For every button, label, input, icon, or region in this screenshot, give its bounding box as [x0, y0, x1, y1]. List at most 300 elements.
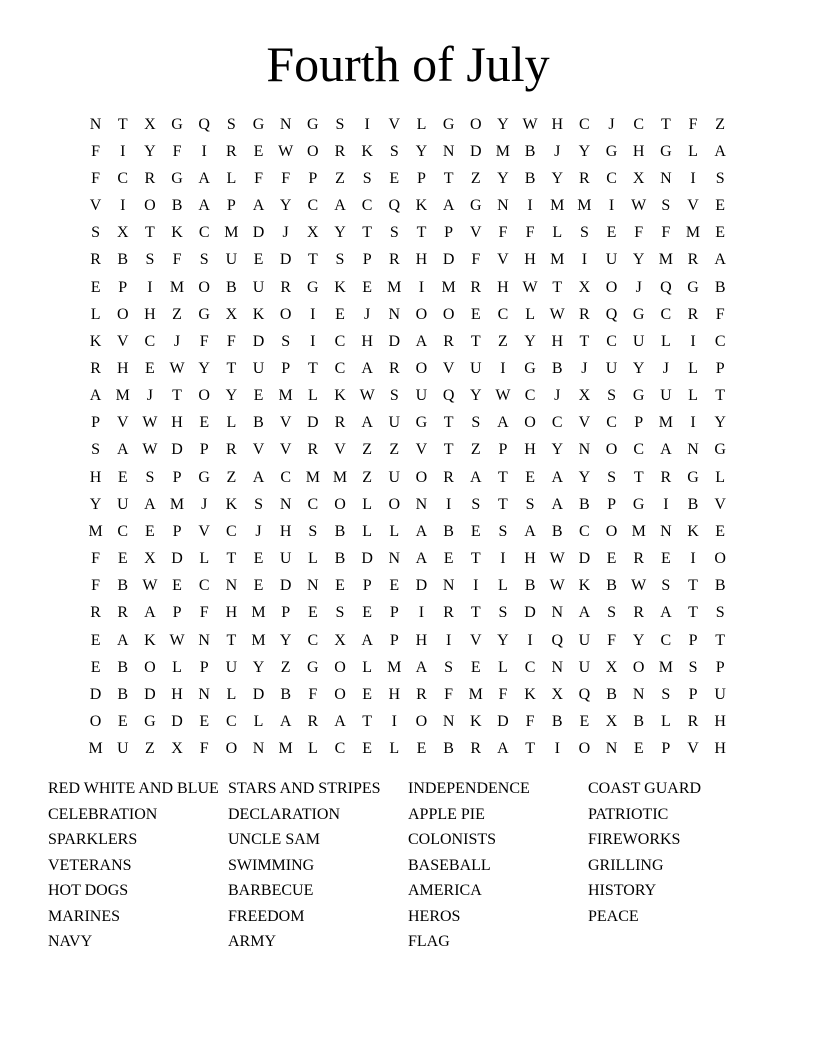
grid-cell: F — [715, 305, 725, 323]
grid-cell: M — [387, 278, 402, 296]
grid-cell: K — [252, 305, 265, 323]
grid-cell: R — [90, 359, 101, 377]
grid-cell: K — [415, 197, 428, 215]
grid-cell: N — [388, 550, 401, 568]
grid-cell: O — [307, 142, 319, 160]
grid-cell: I — [147, 278, 153, 296]
grid-cell: X — [116, 224, 129, 242]
grid-cell: C — [606, 414, 617, 432]
grid-cell: S — [362, 169, 372, 187]
grid-cell: I — [554, 740, 560, 758]
grid-cell: L — [552, 224, 563, 242]
grid-cell: H — [551, 115, 564, 133]
grid-cell: O — [334, 495, 346, 513]
page-title: Fourth of July — [266, 36, 550, 92]
grid-cell: E — [253, 387, 264, 405]
grid-cell: N — [442, 142, 455, 160]
grid-cell: M — [550, 251, 565, 269]
grid-cell: K — [334, 278, 346, 296]
grid-cell: W — [142, 441, 158, 459]
grid-cell: F — [688, 115, 698, 133]
grid-cell: U — [252, 278, 265, 296]
grid-cell: Y — [551, 441, 564, 459]
grid-cell: H — [361, 332, 373, 350]
grid-cell: M — [332, 468, 348, 486]
grid-cell: E — [443, 550, 454, 568]
grid-cell: A — [198, 197, 210, 215]
grid-cell: M — [251, 604, 266, 622]
grid-cell: K — [361, 142, 373, 160]
grid-cell: V — [415, 441, 428, 459]
grid-cell: M — [278, 387, 293, 405]
grid-cell: K — [171, 224, 183, 242]
grid-cell: H — [225, 604, 238, 622]
grid-cell: E — [362, 685, 373, 703]
grid-cell: L — [362, 495, 373, 513]
word-list-item: FLAG — [408, 933, 450, 950]
grid-cell: O — [144, 658, 156, 676]
grid-cell: D — [578, 550, 591, 568]
grid-cell: R — [90, 251, 101, 269]
grid-cell: D — [171, 550, 183, 568]
grid-cell: A — [415, 522, 428, 540]
grid-cell: V — [198, 522, 210, 540]
grid-cell: B — [226, 278, 237, 296]
word-list-item: CELEBRATION — [48, 805, 158, 823]
grid-cell: V — [116, 332, 129, 350]
letter-grid — [82, 111, 734, 763]
grid-cell: X — [144, 550, 156, 568]
grid-cell: X — [334, 631, 346, 649]
grid-cell: W — [549, 305, 565, 323]
grid-cell: M — [495, 142, 511, 160]
grid-cell: F — [226, 332, 236, 350]
grid-cell: F — [308, 685, 318, 703]
grid-cell: W — [522, 278, 538, 296]
grid-cell: O — [578, 740, 591, 758]
grid-cell: C — [307, 197, 319, 215]
grid-cell: G — [469, 197, 482, 215]
grid-cell: L — [362, 522, 373, 540]
grid-cell: X — [578, 278, 591, 296]
grid-cell: B — [551, 713, 563, 731]
grid-cell: B — [117, 685, 129, 703]
grid-cell: R — [117, 604, 129, 622]
grid-cell: R — [633, 550, 645, 568]
grid-cell: S — [281, 332, 291, 350]
grid-cell: M — [278, 740, 293, 758]
grid-cell: T — [688, 577, 698, 595]
grid-cell: R — [687, 713, 699, 731]
grid-cell: O — [605, 441, 618, 459]
grid-cell: X — [551, 685, 564, 703]
grid-cell: E — [715, 224, 726, 242]
grid-cell: M — [169, 278, 185, 296]
grid-cell: O — [714, 550, 726, 568]
grid-cell: P — [172, 522, 182, 540]
grid-cell: H — [171, 685, 183, 703]
grid-cell: P — [607, 495, 616, 513]
grid-cell: H — [89, 468, 102, 486]
grid-cell: B — [524, 169, 536, 187]
grid-cell: O — [469, 115, 482, 133]
grid-cell: D — [171, 441, 183, 459]
grid-cell: G — [171, 115, 183, 133]
grid-cell: V — [279, 441, 292, 459]
grid-cell: V — [469, 224, 482, 242]
grid-cell: J — [581, 359, 588, 377]
grid-cell: R — [633, 604, 645, 622]
grid-cell: E — [470, 658, 481, 676]
grid-cell: O — [524, 414, 536, 432]
grid-cell: L — [226, 414, 237, 432]
grid-cell: S — [199, 251, 209, 269]
grid-cell: M — [305, 468, 320, 486]
grid-cell: O — [334, 685, 346, 703]
grid-cell: T — [226, 359, 237, 377]
grid-cell: O — [279, 305, 292, 323]
grid-cell: S — [498, 522, 508, 540]
grid-cell: K — [687, 522, 699, 540]
grid-cell: M — [685, 224, 701, 242]
grid-cell: E — [335, 577, 345, 595]
grid-cell: D — [252, 224, 265, 242]
grid-cell: B — [443, 522, 454, 540]
grid-cell: K — [334, 387, 346, 405]
grid-cell: S — [389, 224, 399, 242]
grid-cell: Q — [578, 685, 591, 703]
grid-cell: I — [527, 631, 533, 649]
grid-cell: V — [687, 740, 699, 758]
grid-cell: C — [117, 169, 129, 187]
grid-cell: I — [391, 713, 397, 731]
grid-cell: O — [632, 658, 645, 676]
grid-cell: B — [171, 197, 183, 215]
grid-cell: L — [90, 305, 101, 323]
grid-cell: T — [307, 251, 318, 269]
grid-cell: G — [442, 115, 455, 133]
word-list-item: COAST GUARD — [588, 780, 702, 797]
grid-cell: A — [361, 631, 373, 649]
grid-cell: K — [524, 685, 536, 703]
grid-cell: D — [497, 713, 509, 731]
grid-cell: L — [715, 468, 726, 486]
grid-cell: P — [172, 468, 182, 486]
grid-cell: I — [690, 169, 696, 187]
grid-cell: R — [470, 740, 482, 758]
grid-cell: K — [578, 577, 591, 595]
grid-cell: C — [144, 332, 156, 350]
grid-cell: C — [117, 522, 129, 540]
grid-cell: H — [714, 713, 726, 731]
grid-cell: A — [198, 169, 210, 187]
grid-cell: L — [307, 387, 318, 405]
grid-cell: G — [660, 142, 672, 160]
grid-cell: H — [524, 550, 536, 568]
grid-cell: E — [307, 604, 318, 622]
grid-cell: I — [663, 495, 669, 513]
grid-cell: U — [415, 387, 428, 405]
grid-cell: O — [388, 495, 401, 513]
grid-cell: P — [226, 197, 236, 215]
grid-cell: B — [117, 577, 129, 595]
grid-cell: F — [172, 142, 182, 160]
grid-cell: G — [307, 278, 319, 296]
grid-cell: F — [498, 685, 508, 703]
grid-cell: S — [389, 387, 399, 405]
grid-cell: Z — [470, 169, 481, 187]
grid-cell: E — [199, 713, 210, 731]
grid-cell: Y — [225, 387, 238, 405]
grid-cell: F — [607, 631, 616, 649]
grid-cell: N — [415, 495, 428, 513]
grid-cell: G — [687, 468, 699, 486]
grid-cell: L — [498, 577, 508, 595]
grid-cell: H — [415, 251, 428, 269]
grid-cell: A — [660, 441, 672, 459]
grid-cell: A — [334, 713, 346, 731]
grid-cell: T — [307, 359, 318, 377]
grid-cell: W — [631, 197, 647, 215]
grid-cell: P — [634, 414, 644, 432]
grid-cell: D — [524, 604, 536, 622]
grid-cell: O — [605, 278, 618, 296]
grid-cell: I — [500, 550, 506, 568]
grid-cell: U — [388, 468, 401, 486]
grid-cell: B — [280, 685, 291, 703]
grid-cell: X — [605, 713, 618, 731]
grid-cell: Y — [469, 387, 482, 405]
word-list-item: RED WHITE AND BLUE — [48, 780, 219, 797]
grid-cell: Y — [578, 142, 591, 160]
grid-cell: B — [579, 495, 590, 513]
grid-cell: N — [605, 740, 618, 758]
grid-cell: I — [364, 115, 370, 133]
grid-cell: T — [715, 631, 726, 649]
grid-cell: R — [280, 278, 291, 296]
word-list-item: COLONISTS — [408, 831, 497, 848]
grid-cell: T — [525, 740, 535, 758]
grid-cell: R — [144, 169, 156, 187]
grid-cell: O — [198, 278, 210, 296]
grid-cell: S — [498, 604, 508, 622]
grid-cell: V — [252, 441, 265, 459]
grid-cell: R — [687, 305, 699, 323]
grid-cell: E — [470, 305, 481, 323]
grid-cell: F — [444, 685, 454, 703]
grid-cell: O — [442, 305, 455, 323]
grid-cell: F — [91, 169, 101, 187]
grid-cell: E — [253, 577, 264, 595]
grid-cell: G — [632, 305, 645, 323]
grid-cell: T — [633, 468, 644, 486]
grid-cell: C — [226, 522, 237, 540]
grid-cell: E — [90, 631, 101, 649]
grid-cell: X — [307, 224, 319, 242]
grid-cell: B — [253, 414, 264, 432]
grid-cell: J — [554, 142, 561, 160]
grid-cell: X — [578, 387, 591, 405]
grid-cell: V — [714, 495, 726, 513]
grid-cell: T — [145, 224, 155, 242]
grid-cell: P — [715, 658, 725, 676]
grid-cell: A — [551, 468, 564, 486]
grid-cell: E — [389, 577, 400, 595]
grid-cell: F — [91, 550, 101, 568]
grid-cell: T — [416, 224, 427, 242]
grid-cell: C — [361, 197, 373, 215]
grid-cell: H — [497, 278, 509, 296]
grid-cell: N — [279, 495, 292, 513]
grid-cell: A — [660, 604, 672, 622]
grid-cell: C — [633, 115, 645, 133]
grid-cell: Z — [335, 169, 345, 187]
grid-cell: G — [632, 495, 645, 513]
grid-cell: Z — [280, 658, 291, 676]
grid-cell: T — [715, 387, 726, 405]
grid-cell: P — [688, 685, 698, 703]
grid-cell: K — [144, 631, 156, 649]
grid-cell: P — [281, 359, 291, 377]
grid-cell: R — [470, 278, 482, 296]
grid-cell: S — [715, 604, 725, 622]
grid-cell: A — [551, 495, 564, 513]
grid-cell: F — [254, 169, 263, 187]
grid-cell: P — [199, 441, 209, 459]
grid-cell: B — [524, 577, 536, 595]
grid-cell: S — [688, 658, 698, 676]
grid-cell: M — [577, 197, 592, 215]
grid-cell: H — [551, 332, 564, 350]
grid-cell: F — [525, 713, 535, 731]
grid-cell: N — [442, 713, 455, 731]
grid-cell: Z — [362, 441, 373, 459]
grid-cell: F — [634, 224, 644, 242]
grid-cell: S — [661, 577, 671, 595]
grid-cell: D — [469, 142, 482, 160]
grid-cell: P — [715, 359, 725, 377]
grid-cell: Z — [145, 740, 155, 758]
grid-cell: Y — [144, 142, 156, 160]
grid-cell: C — [198, 577, 210, 595]
grid-cell: S — [715, 169, 725, 187]
grid-cell: E — [253, 251, 264, 269]
grid-cell: P — [389, 631, 399, 649]
grid-cell: M — [658, 658, 673, 676]
grid-cell: J — [608, 115, 615, 133]
grid-cell: U — [578, 631, 591, 649]
grid-cell: L — [660, 713, 671, 731]
grid-cell: E — [660, 550, 671, 568]
grid-cell: L — [199, 550, 210, 568]
grid-cell: Z — [172, 305, 182, 323]
grid-cell: Q — [442, 387, 455, 405]
grid-cell: V — [687, 197, 699, 215]
grid-cell: S — [226, 115, 236, 133]
grid-cell: M — [658, 251, 673, 269]
word-list-item: BARBECUE — [228, 882, 314, 899]
grid-cell: G — [687, 278, 699, 296]
grid-cell: G — [307, 115, 319, 133]
grid-cell: S — [389, 142, 399, 160]
grid-cell: B — [633, 713, 645, 731]
grid-cell: J — [146, 387, 153, 405]
grid-cell: P — [661, 740, 671, 758]
grid-cell: S — [308, 522, 318, 540]
grid-cell: D — [388, 332, 401, 350]
grid-cell: G — [714, 441, 726, 459]
grid-cell: W — [142, 577, 158, 595]
grid-cell: W — [278, 142, 294, 160]
grid-cell: C — [334, 359, 346, 377]
grid-cell: Q — [660, 278, 672, 296]
grid-cell: M — [550, 197, 565, 215]
grid-cell: R — [579, 169, 590, 187]
grid-cell: K — [469, 713, 482, 731]
grid-cell: P — [498, 441, 508, 459]
grid-cell: J — [201, 495, 208, 513]
grid-cell: P — [91, 414, 101, 432]
grid-cell: N — [198, 631, 210, 649]
grid-cell: A — [144, 604, 156, 622]
grid-cell: T — [660, 115, 671, 133]
grid-cell: E — [579, 713, 590, 731]
grid-cell: Z — [362, 468, 373, 486]
grid-cell: U — [714, 685, 726, 703]
grid-cell: M — [115, 387, 130, 405]
grid-cell: T — [117, 115, 128, 133]
grid-cell: N — [442, 577, 455, 595]
grid-cell: P — [308, 169, 318, 187]
grid-cell: I — [445, 631, 452, 649]
word-list-item: STARS AND STRIPES — [228, 780, 381, 797]
grid-cell: O — [144, 197, 156, 215]
word-list-item: SPARKLERS — [48, 831, 138, 848]
grid-cell: H — [415, 631, 428, 649]
grid-cell: A — [279, 713, 292, 731]
grid-cell: H — [388, 685, 401, 703]
grid-cell: B — [606, 685, 617, 703]
grid-cell: P — [389, 604, 399, 622]
grid-cell: Q — [551, 631, 564, 649]
grid-cell: L — [525, 305, 535, 323]
grid-cell: C — [226, 713, 237, 731]
grid-cell: R — [388, 359, 400, 377]
grid-cell: W — [522, 115, 538, 133]
grid-cell: S — [145, 468, 155, 486]
grid-cell: E — [715, 522, 726, 540]
grid-cell: W — [169, 631, 185, 649]
grid-cell: Q — [388, 197, 401, 215]
grid-cell: G — [307, 658, 319, 676]
grid-cell: L — [389, 740, 400, 758]
grid-cell: R — [443, 468, 454, 486]
grid-cell: G — [198, 468, 210, 486]
grid-cell: B — [551, 522, 563, 540]
grid-cell: T — [172, 387, 182, 405]
grid-cell: J — [282, 224, 289, 242]
grid-cell: R — [579, 305, 590, 323]
grid-cell: D — [144, 685, 156, 703]
grid-cell: D — [279, 577, 292, 595]
grid-cell: N — [551, 604, 564, 622]
grid-cell: V — [89, 197, 102, 215]
grid-cell: D — [279, 251, 292, 269]
grid-cell: N — [252, 740, 265, 758]
grid-cell: L — [660, 332, 671, 350]
grid-cell: S — [444, 658, 454, 676]
grid-cell: Y — [578, 468, 591, 486]
